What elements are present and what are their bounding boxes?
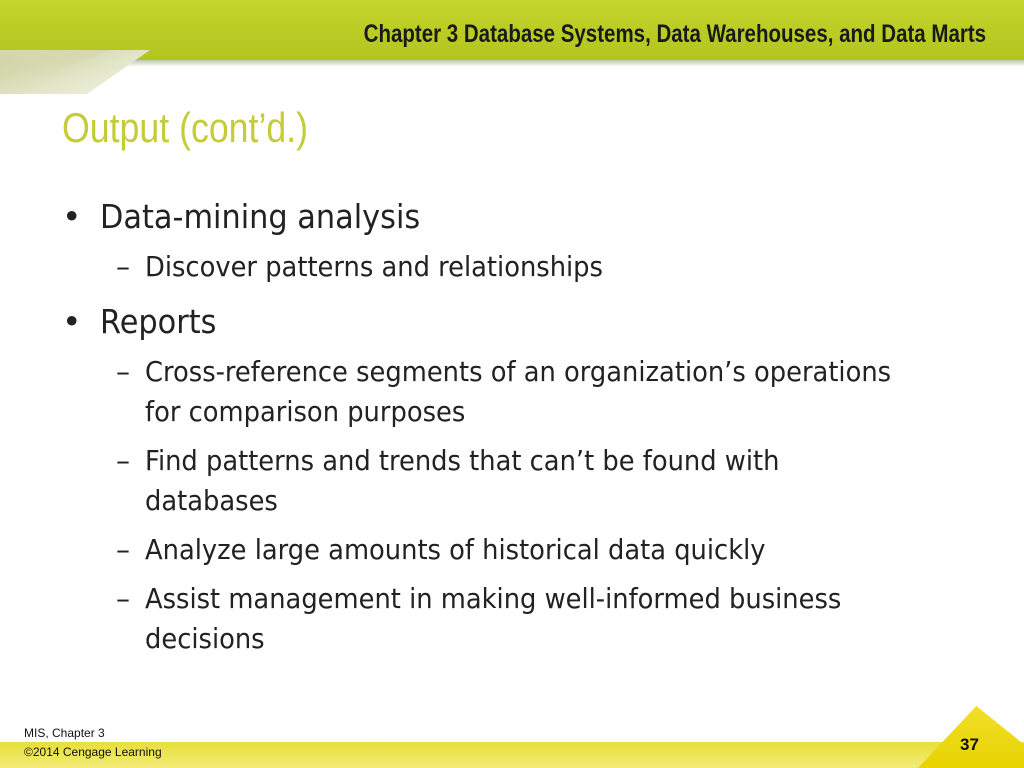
header-shadow <box>0 60 1024 67</box>
sub-bullet-text: Discover patterns and relationships <box>145 250 603 283</box>
sub-bullet-item <box>116 579 980 659</box>
footer-course-label: MIS, Chapter 3 <box>24 726 105 740</box>
sub-bullet-text: Assist management in making well-informed business decisions <box>145 582 842 655</box>
bullet-text: Data-mining analysis <box>100 197 421 236</box>
dash-icon: – <box>116 582 130 615</box>
sub-bullet-list <box>116 247 980 287</box>
page-number: 37 <box>960 735 979 754</box>
sub-bullet-item <box>116 352 980 432</box>
dash-icon: – <box>116 533 130 566</box>
chapter-title: Chapter 3 Database Systems, Data Warehouses, and Data Marts <box>363 20 986 48</box>
sub-bullet-item <box>116 530 980 570</box>
sub-bullet-list <box>116 352 980 659</box>
bullet-item <box>60 301 980 343</box>
slide-content <box>60 190 980 659</box>
sub-bullet-text: Cross-reference segments of an organization’s operations for comparison purposes <box>145 355 892 428</box>
bullet-item <box>60 196 980 238</box>
footer-copyright: ©2014 Cengage Learning <box>24 745 162 759</box>
sub-bullet-item <box>116 441 980 521</box>
slide-title: Output (cont’d.) <box>62 104 309 151</box>
sub-bullet-text: Analyze large amounts of historical data quickly <box>145 533 766 566</box>
dash-icon: – <box>116 355 130 388</box>
dash-icon: – <box>116 444 130 477</box>
sub-bullet-text: Find patterns and trends that can’t be found with databases <box>145 444 780 517</box>
bullet-dot-icon: • <box>62 302 82 341</box>
sub-bullet-item <box>116 247 980 287</box>
bullet-text: Reports <box>100 302 217 341</box>
dash-icon: – <box>116 250 130 283</box>
bullet-dot-icon: • <box>62 197 82 236</box>
